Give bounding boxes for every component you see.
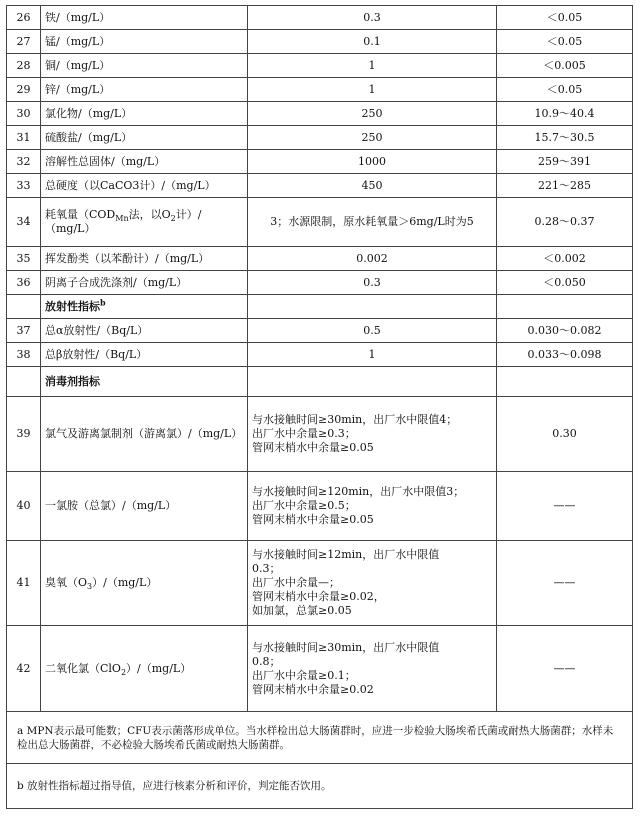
limit-description: 与水接触时间≥12min，出厂水中限值 0.3； 出厂水中余量—； 管网末梢水中余量≥0.02， 如加氯，总氯≥0.05	[248, 541, 497, 626]
limit-value: 1	[248, 54, 497, 78]
measured-range: ＜0.05	[497, 78, 633, 102]
limit-value: 250	[248, 102, 497, 126]
indicator-name: 总硬度（以CaCO3计）/（mg/L）	[41, 174, 248, 198]
name-subscript: 3	[87, 582, 93, 592]
measured-range: 259～391	[497, 150, 633, 174]
limit-description: 与水接触时间≥120min，出厂水中限值3； 出厂水中余量≥0.5； 管网末梢水中余量≥0.05	[248, 472, 497, 541]
indicator-name: 铁/（mg/L）	[41, 6, 248, 30]
section-row-radioactive	[7, 295, 633, 319]
row-number: 33	[7, 174, 41, 198]
measured-range: ＜0.005	[497, 54, 633, 78]
water-quality-table	[6, 5, 633, 809]
indicator-name	[41, 198, 248, 247]
table-row	[7, 126, 633, 150]
table-row	[7, 343, 633, 367]
table-row	[7, 6, 633, 30]
measured-range: ——	[497, 626, 633, 712]
indicator-name: 一氯胺（总氯）/（mg/L）	[41, 472, 248, 541]
row-number: 38	[7, 343, 41, 367]
name-part: 耗氧量（COD	[45, 208, 116, 221]
name-subscript: 2	[170, 214, 176, 224]
table-row	[7, 271, 633, 295]
row-number: 42	[7, 626, 41, 712]
measured-range: ＜0.05	[497, 30, 633, 54]
indicator-name: 二氧化氯（ClO$_2$）/（mg/L）	[41, 626, 248, 712]
table-row	[7, 198, 633, 247]
name-part: 法，以O	[128, 208, 171, 221]
row-number: 39	[7, 397, 41, 472]
limit-value: 450	[248, 174, 497, 198]
limit-value: 0.1	[248, 30, 497, 54]
table-row	[7, 150, 633, 174]
indicator-name: 阴离子合成洗涤剂/（mg/L）	[41, 271, 248, 295]
measured-range: 0.30	[497, 397, 633, 472]
measured-range: ＜0.05	[497, 6, 633, 30]
row-number: 28	[7, 54, 41, 78]
limit-value: 0.002	[248, 247, 497, 271]
row-number: 31	[7, 126, 41, 150]
limit-value: 0.3	[248, 271, 497, 295]
indicator-name: 硫酸盐/（mg/L）	[41, 126, 248, 150]
measured-range: 15.7～30.5	[497, 126, 633, 150]
measured-range: ——	[497, 541, 633, 626]
row-number: 29	[7, 78, 41, 102]
section-title-radioactive: 放射性指标$^b$	[41, 295, 248, 319]
indicator-name: 总β放射性/（Bq/L）	[41, 343, 248, 367]
limit-description: 与水接触时间≥30min，出厂水中限值4； 出厂水中余量≥0.3； 管网末梢水中余量≥0.05	[248, 397, 497, 472]
measured-range: 0.030～0.082	[497, 319, 633, 343]
indicator-name: 铜/（mg/L）	[41, 54, 248, 78]
row-number: 37	[7, 319, 41, 343]
limit-value: 1	[248, 78, 497, 102]
table-row	[7, 54, 633, 78]
table-row	[7, 397, 633, 472]
indicator-name: 臭氧$(O_3)/(mg/L)$	[41, 541, 248, 626]
footnote-mark: b	[100, 296, 106, 307]
measured-range: 221～285	[497, 174, 633, 198]
table-row	[7, 247, 633, 271]
indicator-name: 氯气及游离氯制剂（游离氯）/（mg/L）	[41, 397, 248, 472]
measured-range: 0.28～0.37	[497, 198, 633, 247]
table-row	[7, 472, 633, 541]
table-row	[7, 78, 633, 102]
limit-description: 与水接触时间≥30min，出厂水中限值 0.8； 出厂水中余量≥0.1； 管网末梢水中余量≥0.02	[248, 626, 497, 712]
section-title-disinfectant: 消毒剂指标	[41, 367, 248, 397]
row-number: 30	[7, 102, 41, 126]
name-part: 计）/（mg/L）	[45, 208, 202, 235]
table-row	[7, 102, 633, 126]
name-subscript: 2	[120, 667, 127, 677]
row-number: 32	[7, 150, 41, 174]
table-row	[7, 541, 633, 626]
measured-range: ＜0.050	[497, 271, 633, 295]
footnote-row	[7, 764, 633, 809]
row-number: 41	[7, 541, 41, 626]
table-row	[7, 319, 633, 343]
footnote-b: b 放射性指标超过指导值，应进行核素分析和评价，判定能否饮用。	[7, 764, 633, 809]
row-number: 34	[7, 198, 41, 247]
row-number: 36	[7, 271, 41, 295]
limit-value: 1000	[248, 150, 497, 174]
footnote-a: a MPN表示最可能数；CFU表示菌落形成单位。当水样检出总大肠菌群时，应进一步检验大肠埃希氏菌或耐热大肠菌群；水样未检出总大肠菌群，不必检验大肠埃希氏菌或耐热大肠菌群。	[7, 712, 633, 764]
measured-range: ＜0.002	[497, 247, 633, 271]
row-number: 40	[7, 472, 41, 541]
row-number: 27	[7, 30, 41, 54]
indicator-name: 氯化物/（mg/L）	[41, 102, 248, 126]
table-row	[7, 626, 633, 712]
measured-range: 0.033～0.098	[497, 343, 633, 367]
table-row	[7, 30, 633, 54]
indicator-name: 溶解性总固体/（mg/L）	[41, 150, 248, 174]
indicator-name: 锌/（mg/L）	[41, 78, 248, 102]
row-number: 26	[7, 6, 41, 30]
section-row-disinfectant	[7, 367, 633, 397]
measured-range: ——	[497, 472, 633, 541]
measured-range: 10.9～40.4	[497, 102, 633, 126]
indicator-name: 挥发酚类（以苯酚计）/（mg/L）	[41, 247, 248, 271]
limit-value: 1	[248, 343, 497, 367]
limit-value: 0.3	[248, 6, 497, 30]
indicator-name: 锰/（mg/L）	[41, 30, 248, 54]
table-row	[7, 174, 633, 198]
limit-value: 3；水源限制，原水耗氧量＞6mg/L时为5	[248, 198, 497, 247]
row-number: 35	[7, 247, 41, 271]
indicator-name: 总α放射性/（Bq/L）	[41, 319, 248, 343]
limit-value: 250	[248, 126, 497, 150]
limit-value: 0.5	[248, 319, 497, 343]
footnote-row	[7, 712, 633, 764]
name-subscript: Mn	[115, 214, 129, 224]
